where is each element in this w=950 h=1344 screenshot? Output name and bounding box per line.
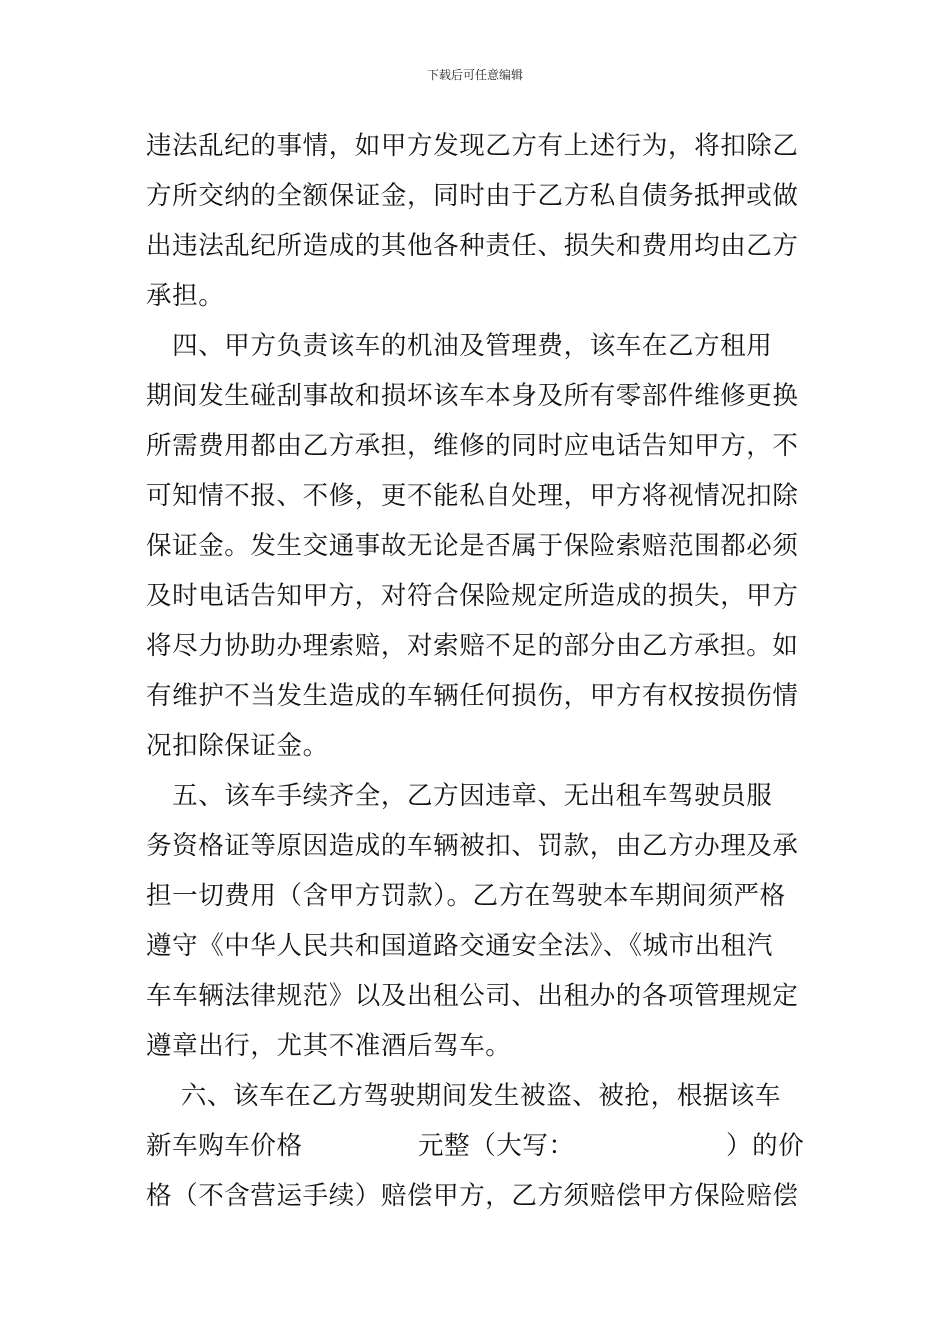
paragraph-6-start: 六、该车在乙方驾驶期间发生被盗、被抢，根据该车 xyxy=(146,1081,782,1111)
text-line: 保证金。发生交通事故无论是否属于保险索赔范围都必须 xyxy=(146,531,799,561)
text-line: 担一切费用（含甲方罚款）。乙方在驾驶本车期间须严格 xyxy=(146,881,786,911)
text-line: 将尽力协助办理索赔，对索赔不足的部分由乙方承担。如 xyxy=(146,631,799,661)
blank-line-part3: ）的价 xyxy=(726,1131,805,1161)
text-line: 及时电话告知甲方，对符合保险规定所造成的损失，甲方 xyxy=(146,581,799,611)
text-line: 遵章出行，尤其不准酒后驾车。 xyxy=(146,1031,512,1061)
fill-in-blank-line xyxy=(146,1126,806,1166)
text-line: 格（不含营运手续）赔偿甲方，乙方须赔偿甲方保险赔偿 xyxy=(146,1181,799,1211)
text-line: 所需费用都由乙方承担，维修的同时应电话告知甲方，不 xyxy=(146,431,799,461)
text-line: 出违法乱纪所造成的其他各种责任、损失和费用均由乙方 xyxy=(146,231,799,261)
blank-line-part1: 新车购车价格 xyxy=(146,1131,303,1161)
paragraph-5-start: 五、该车手续齐全，乙方因违章、无出租车驾驶员服 xyxy=(146,781,773,811)
text-line: 有维护不当发生造成的车辆任何损伤，甲方有权按损伤情 xyxy=(146,681,799,711)
text-line: 期间发生碰刮事故和损坏该车本身及所有零部件维修更换 xyxy=(146,381,799,411)
text-line: 违法乱纪的事情，如甲方发现乙方有上述行为，将扣除乙 xyxy=(146,131,799,161)
page-header-watermark: 下载后可任意编辑 xyxy=(426,68,523,82)
text-line: 遵守《中华人民共和国道路交通安全法》、《城市出租汽 xyxy=(146,931,774,961)
text-line: 方所交纳的全额保证金，同时由于乙方私自债务抵押或做 xyxy=(146,181,799,211)
paragraph-4-start: 四、甲方负责该车的机油及管理费，该车在乙方租用 xyxy=(146,331,773,361)
blank-line-part2: 元整（大写： xyxy=(418,1131,575,1161)
text-line: 承担。 xyxy=(146,281,225,311)
text-line: 可知情不报、不修，更不能私自处理，甲方将视情况扣除 xyxy=(146,481,799,511)
text-line: 车车辆法律规范》以及出租公司、出租办的各项管理规定 xyxy=(146,981,799,1011)
text-line: 务资格证等原因造成的车辆被扣、罚款，由乙方办理及承 xyxy=(146,831,799,861)
text-line: 况扣除保证金。 xyxy=(146,731,329,761)
